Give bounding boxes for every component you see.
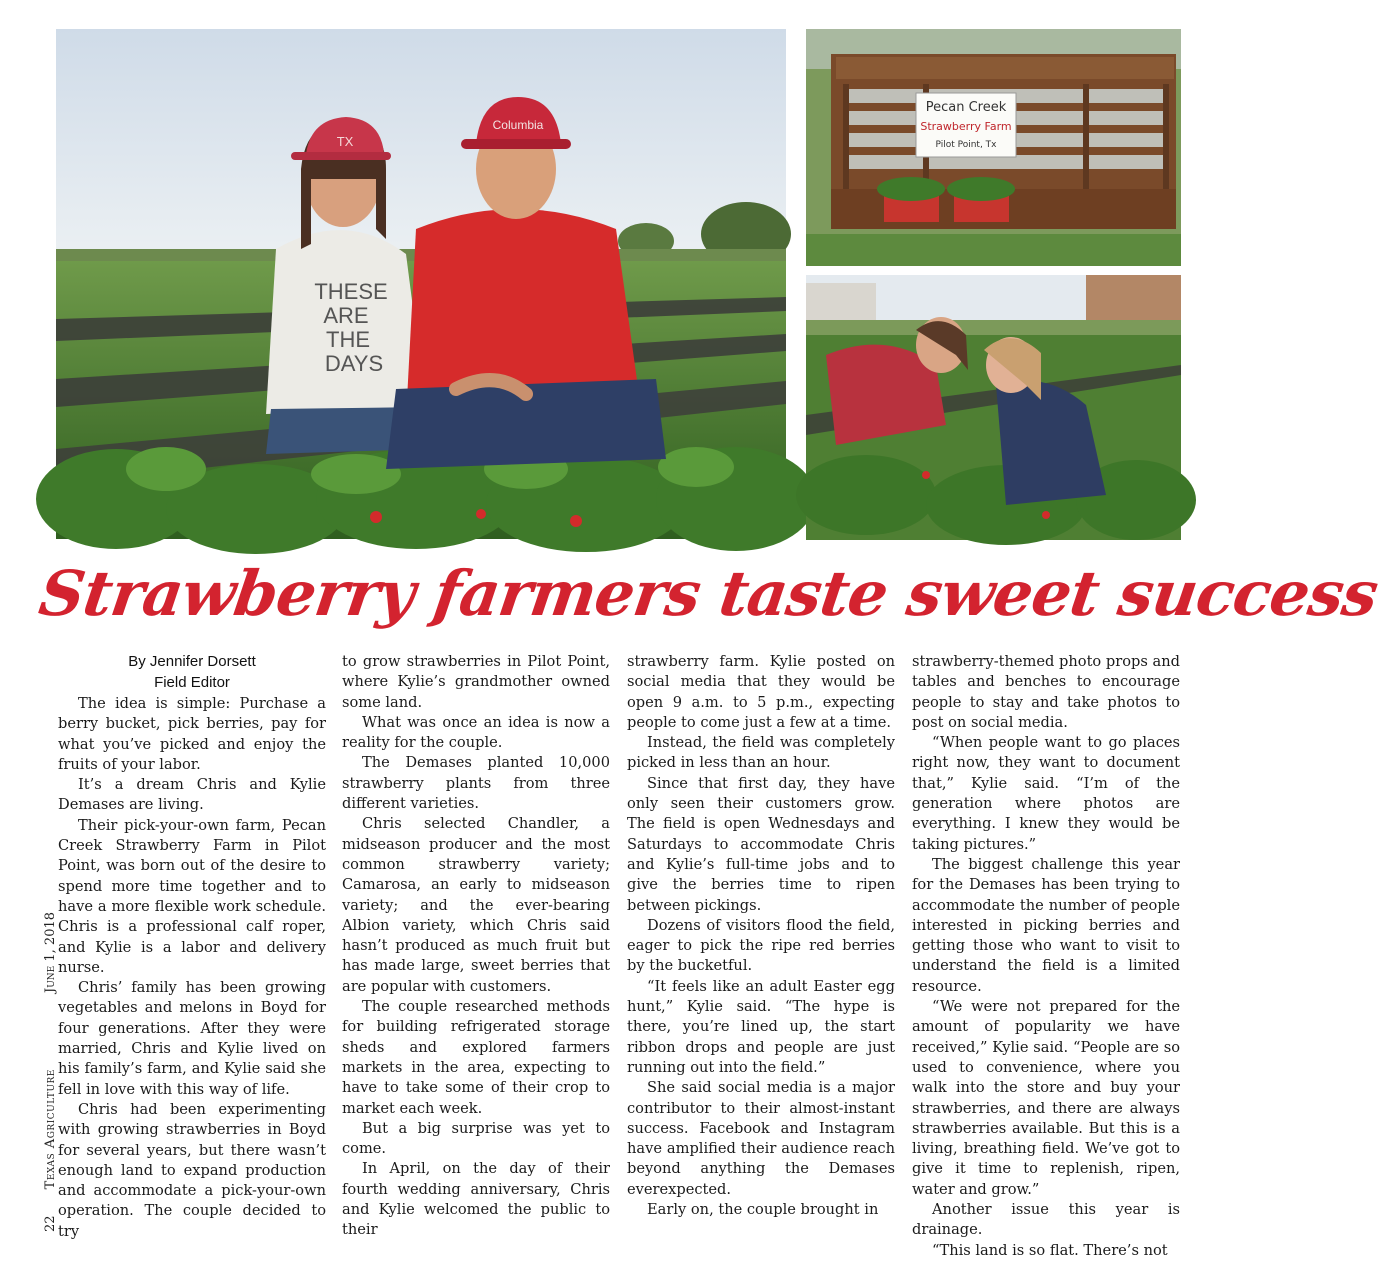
- paragraph: The Demases planted 10,000 strawberry plants from three different varieties.: [342, 754, 610, 813]
- shirt-line-2: ARE: [323, 303, 369, 328]
- paragraph: But a big surprise was yet to come.: [342, 1119, 610, 1158]
- paragraph-continued: strawberry-themed photo props and tables and benches to encourage people to stay and take photos to post on social media.: [912, 653, 1180, 731]
- sign-line-3: Pilot Point, Tx: [935, 140, 997, 150]
- shirt-line-4: DAYS: [324, 351, 384, 376]
- paragraph: Chris’ family has been growing vegetables and melons in Boyd for four generations. After they were married, Chris and Kylie lived on his family’s farm, and Kylie said she fell in love with this way of life.: [58, 979, 326, 1098]
- paragraph-continued: strawberry farm. Kylie posted on social media that they would be open 9 a.m. to 5 p.m., expecting people to come just a few at a time.: [627, 653, 895, 731]
- paragraph: It’s a dream Chris and Kylie Demases are living.: [58, 776, 326, 814]
- paragraph: Since that first day, they have only seen their customers grow. The field is open Wednesdays and Saturdays to accommodate Chris and Kylie’s full-time jobs and to give the berries time to ripen between pickings.: [627, 774, 895, 914]
- paragraph-continued: to grow strawberries in Pilot Point, where Kylie’s grandmother owned some land.: [342, 653, 610, 711]
- paragraph: Instead, the field was completely picked in less than an hour.: [627, 734, 895, 772]
- article-column-2: [342, 652, 610, 1239]
- paragraph: Early on, the couple brought in: [647, 1201, 879, 1219]
- folio: [43, 912, 58, 1232]
- issue-date: June 1, 2018: [43, 911, 58, 993]
- paragraph: “When people want to go places right now, they want to document that,” Kylie said. “I’m of the generation where photos are everything. I knew they would be taking pictures.”: [912, 734, 1180, 853]
- publication-name: Texas Agriculture: [43, 1069, 58, 1190]
- article-column-3: [627, 652, 895, 1219]
- shirt-line-1: THESE: [314, 279, 388, 304]
- shirt-line-3: THE: [326, 327, 370, 352]
- cap-left-logo: TX: [336, 134, 354, 149]
- sign-line-1: Pecan Creek: [925, 100, 1007, 115]
- paragraph: Chris had been experimenting with growing strawberries in Boyd for several years, but there wasn’t enough land to expand production and accommodate a pick-your-own operation. The couple decided to try: [58, 1100, 326, 1240]
- photo-trailer-sign: [806, 29, 1181, 266]
- paragraph: What was once an idea is now a reality for the couple.: [342, 713, 610, 752]
- paragraph: “This land is so flat. There’s not: [932, 1241, 1168, 1259]
- paragraph: Dozens of visitors flood the field, eager to pick the ripe red berries by the bucketful.: [627, 916, 895, 975]
- photo-visitors-picking: [806, 275, 1181, 540]
- main-photo-couple-in-field: [56, 29, 786, 539]
- paragraph: In April, on the day of their fourth wedding anniversary, Chris and Kylie welcomed the public to their: [342, 1160, 610, 1239]
- byline-title: Field Editor: [154, 674, 230, 691]
- cap-right-logo: Columbia: [492, 118, 544, 132]
- paragraph: “It feels like an adult Easter egg hunt,” Kylie said. “The hype is there, you’re lined up, the start ribbon drops and people are just running out into the field.”: [627, 977, 895, 1076]
- paragraph: She said social media is a major contributor to their almost-instant success. Facebook and Instagram have amplified their audience reach beyond anything the Demases everexpected.: [627, 1079, 895, 1198]
- byline-author: By Jennifer Dorsett: [128, 653, 256, 670]
- sign-line-2: Strawberry Farm: [920, 120, 1012, 133]
- paragraph: The couple researched methods for building refrigerated storage sheds and explored farmers markets in the area, expecting to have to take some of their crop to market each week.: [342, 998, 610, 1117]
- paragraph: The idea is simple: Purchase a berry bucket, pick berries, pay for what you’ve picked and enjoy the fruits of your labor.: [58, 695, 326, 773]
- headline: Strawberry farmers taste sweet success: [34, 557, 1382, 630]
- paragraph: Chris selected Chandler, a midseason producer and the most common strawberry variety; Camarosa, an early to midseason variety; and the ever-bearing Albion variety, which Chris said hasn’t produced as much fruit but has made large, sweet berries that are popular with customers.: [342, 815, 610, 995]
- article-column-4: [912, 652, 1180, 1259]
- paragraph: Another issue this year is drainage.: [912, 1201, 1180, 1239]
- article-column-1: [58, 652, 326, 1240]
- paragraph: “We were not prepared for the amount of popularity we have received,” Kylie said. “People are so used to convenience, where you walk into the store and buy your strawberries, and there are always strawberries available. But this is a living, breathing field. We’ve got to give it time to replenish, ripen, water and grow.”: [912, 998, 1180, 1198]
- paragraph: The biggest challenge this year for the Demases has been trying to accommodate the number of people interested in picking berries and getting those who want to visit to understand the field is a limited resource.: [912, 855, 1180, 995]
- page-number: 22: [43, 1215, 58, 1232]
- paragraph: Their pick-your-own farm, Pecan Creek Strawberry Farm in Pilot Point, was born out of the desire to spend more time together and to have a more flexible work schedule. Chris is a professional calf roper, and Kylie is a labor and delivery nurse.: [58, 816, 326, 976]
